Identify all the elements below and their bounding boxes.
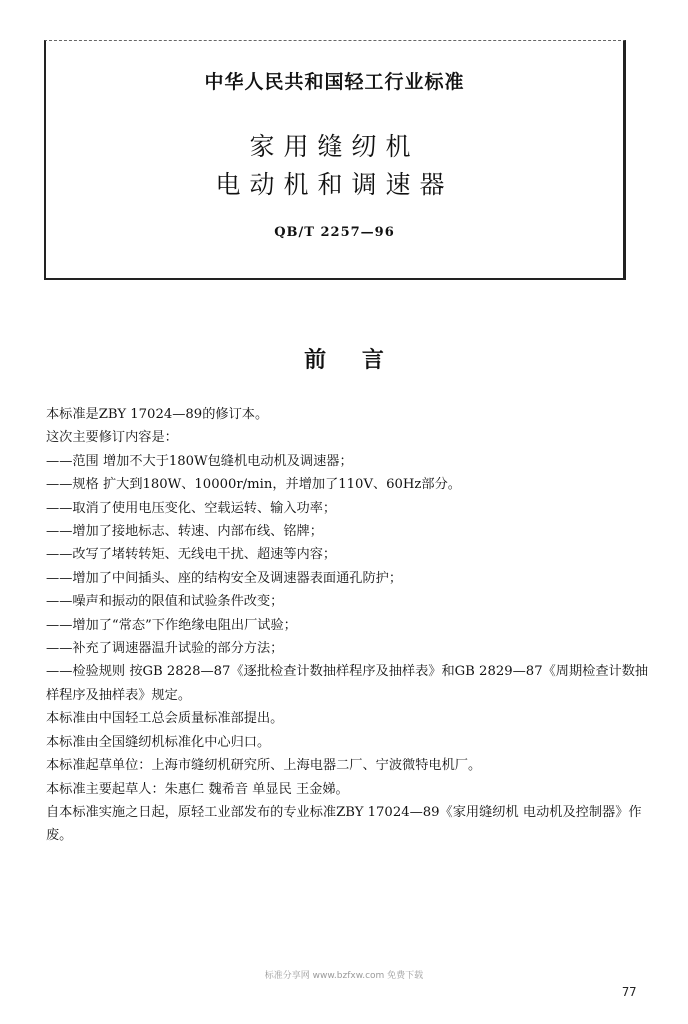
- document-title-line-2: 电动机和调速器: [215, 170, 454, 199]
- paragraph: 本标准是ZBY 17024—89的修订本。: [46, 407, 269, 422]
- list-item: ——取消了使用电压变化、空载运转、输入功率；: [46, 500, 337, 516]
- list-item: ——噪声和振动的限值和试验条件改变；: [46, 594, 284, 610]
- list-item: ——规格 扩大到180W、10000r/min，并增加了110V、60Hz部分。: [46, 477, 461, 493]
- page-number: 77: [622, 985, 637, 999]
- paragraph: 本标准主要起草人：朱惠仁 魏希音 单显民 王金娣。: [46, 781, 349, 797]
- list-item: ——增加了中间插头、座的结构安全及调速器表面通孔防护；: [46, 570, 403, 586]
- document-title-line-1: 家用缝纫机: [249, 132, 420, 161]
- list-item: ——补充了调速器温升试验的部分方法；: [46, 641, 284, 657]
- standard-code: QB/T 2257—96: [274, 225, 395, 240]
- list-item: ——增加了接地标志、转速、内部布线、铭牌；: [46, 524, 323, 540]
- list-item: ——检验规则 按GB 2828—87《逐批检查计数抽样程序及抽样表》和GB 2829—87《周期检查计数抽样程序及抽样表》规定。: [46, 664, 649, 703]
- paragraph: 本标准起草单位：上海市缝纫机研究所、上海电器二厂、宁波微特电机厂。: [46, 758, 482, 774]
- standard-header-box: [44, 40, 626, 280]
- foreword-body: [36, 403, 660, 848]
- standard-category-line: 中华人民共和国轻工行业标准: [204, 71, 465, 93]
- list-item: ——改写了堵转转矩、无线电干扰、超速等内容；: [46, 547, 337, 563]
- watermark-text: 标准分享网 www.bzfxw.com 免费下载: [264, 971, 424, 981]
- paragraph: 本标准由中国轻工总会质量标准部提出。: [46, 711, 284, 727]
- paragraph: 自本标准实施之日起，原轻工业部发布的专业标准ZBY 17024—89《家用缝纫机 电动机及控制器》作废。: [46, 804, 642, 844]
- paragraph: 本标准由全国缝纫机标准化中心归口。: [46, 734, 271, 750]
- list-item: ——增加了“常态”下作绝缘电阻出厂试验；: [46, 617, 297, 633]
- paragraph: 这次主要修订内容是：: [46, 430, 178, 446]
- list-item: ——范围 增加不大于180W包缝机电动机及调速器；: [46, 453, 353, 469]
- foreword-heading: 前 言: [304, 348, 384, 373]
